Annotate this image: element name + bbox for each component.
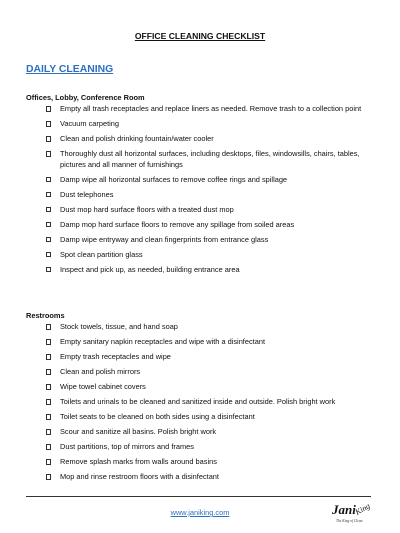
checklist-item: [46, 119, 386, 130]
checklist-offices: [46, 104, 386, 280]
group-heading-restrooms: Restrooms: [26, 311, 65, 320]
checklist-item: [46, 149, 386, 171]
checkbox-icon[interactable]: [46, 399, 51, 405]
checkbox-icon[interactable]: [46, 444, 51, 450]
checklist-item: [46, 382, 386, 393]
checklist-item: [46, 412, 386, 423]
checkbox-icon[interactable]: [46, 354, 51, 360]
checklist-item: [46, 190, 386, 201]
checklist-item-label: Clean and polish mirrors: [60, 367, 141, 376]
checkbox-icon[interactable]: [46, 324, 51, 330]
checkbox-icon[interactable]: [46, 151, 51, 157]
checklist-item-label: Clean and polish drinking fountain/water cooler: [60, 134, 214, 143]
checklist-item-label: Empty sanitary napkin receptacles and wipe with a disinfectant: [60, 337, 265, 346]
checkbox-icon[interactable]: [46, 136, 51, 142]
checklist-item: [46, 175, 386, 186]
checkbox-icon[interactable]: [46, 222, 51, 228]
checklist-restrooms: [46, 322, 386, 487]
checklist-item-label: Toilet seats to be cleaned on both sides using a disinfectant: [60, 412, 255, 421]
checkbox-icon[interactable]: [46, 384, 51, 390]
checkbox-icon[interactable]: [46, 192, 51, 198]
checklist-item-label: Remove splash marks from walls around basins: [60, 457, 217, 466]
section-heading-daily-cleaning: DAILY CLEANING: [26, 64, 114, 75]
checklist-item-label: Wipe towel cabinet covers: [60, 382, 146, 391]
checklist-item-label: Vacuum carpeting: [60, 119, 120, 128]
svg-text:King: King: [353, 501, 372, 517]
checklist-item: [46, 250, 386, 261]
group-heading-offices: Offices, Lobby, Conference Room: [26, 93, 145, 102]
checklist-item: [46, 457, 386, 468]
checklist-item-label: Stock towels, tissue, and hand soap: [60, 322, 178, 331]
checkbox-icon[interactable]: [46, 237, 51, 243]
svg-text:The King of Clean: The King of Clean: [336, 519, 363, 523]
checklist-item-label: Scour and sanitize all basins. Polish bright work: [60, 427, 217, 436]
checklist-item-label: Mop and rinse restroom floors with a disinfectant: [60, 472, 219, 481]
checklist-item: [46, 427, 386, 438]
checklist-item-label: Dust telephones: [60, 189, 114, 199]
footer-divider: [26, 496, 371, 497]
checkbox-icon[interactable]: [46, 369, 51, 375]
checklist-item: [46, 104, 386, 115]
checklist-item-label: Damp wipe entryway and clean fingerprints from entrance glass: [60, 234, 269, 244]
checklist-item: [46, 367, 386, 378]
checklist-item-label: Dust partitions, top of mirrors and frames: [60, 442, 194, 451]
checklist-item-label: Thoroughly dust all horizontal surfaces, including desktops, files, windowsills, chairs, tables, pictures and all manner of furnishings: [60, 149, 360, 169]
checkbox-icon[interactable]: [46, 121, 51, 127]
checklist-item-label: Dust mop hard surface floors with a treated dust mop: [60, 204, 234, 214]
footer-website-link[interactable]: www.janiking.com: [170, 508, 230, 517]
document-title: OFFICE CLEANING CHECKLIST: [134, 31, 266, 41]
checklist-item: [46, 442, 386, 453]
checklist-item: [46, 397, 386, 408]
checklist-item: [46, 134, 386, 145]
checklist-item-label: Damp wipe all horizontal surfaces to remove coffee rings and spillage: [60, 174, 288, 184]
checklist-item: [46, 337, 386, 348]
checklist-item: [46, 322, 386, 333]
checklist-item: [46, 265, 386, 276]
checklist-item-label: Empty trash receptacles and wipe: [60, 352, 171, 361]
checklist-item: [46, 352, 386, 363]
checklist-item-label: Toilets and urinals to be cleaned and sanitized inside and outside. Polish bright work: [60, 397, 336, 406]
checklist-item: [46, 220, 386, 231]
checkbox-icon[interactable]: [46, 267, 51, 273]
checkbox-icon[interactable]: [46, 414, 51, 420]
checkbox-icon[interactable]: [46, 106, 51, 112]
checkbox-icon[interactable]: [46, 177, 51, 183]
checklist-item-label: Damp mop hard surface floors to remove any spillage from soiled areas: [60, 219, 295, 229]
checkbox-icon[interactable]: [46, 252, 51, 258]
checklist-item-label: Spot clean partition glass: [60, 249, 143, 259]
checkbox-icon[interactable]: [46, 207, 51, 213]
checkbox-icon[interactable]: [46, 474, 51, 480]
checklist-item: [46, 235, 386, 246]
checkbox-icon[interactable]: [46, 339, 51, 345]
checkbox-icon[interactable]: [46, 429, 51, 435]
svg-text:Jani: Jani: [332, 502, 356, 517]
checklist-item-label: Empty all trash receptacles and replace liners as needed. Remove trash to a collection point: [60, 104, 362, 113]
checklist-item: [46, 205, 386, 216]
jani-king-logo: [330, 500, 376, 524]
checklist-item: [46, 472, 386, 483]
checklist-item-label: Inspect and pick up, as needed, building entrance area: [60, 264, 240, 274]
checkbox-icon[interactable]: [46, 459, 51, 465]
